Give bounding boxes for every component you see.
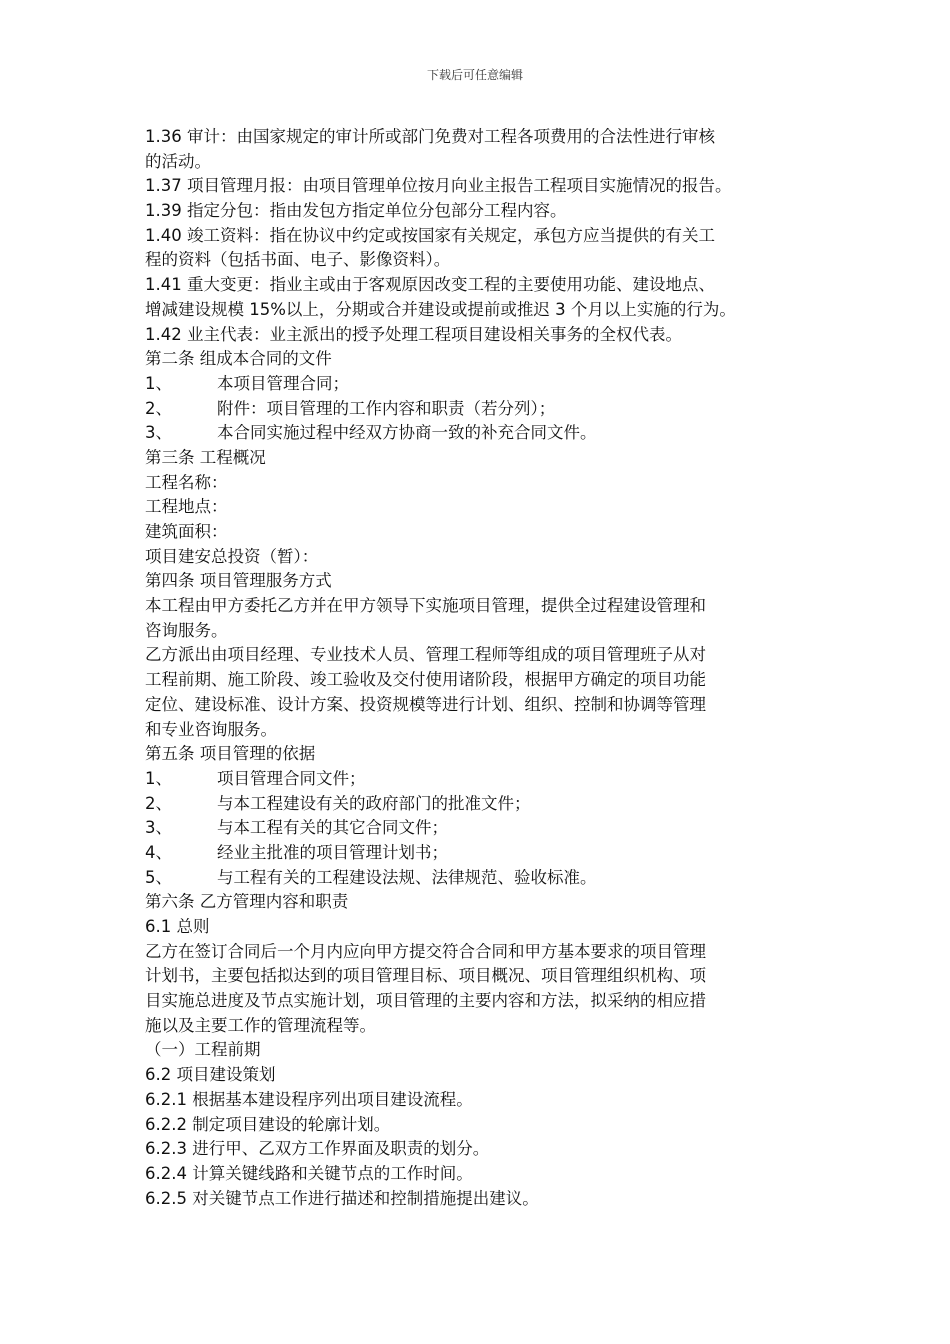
- text-line: 6.2 项目建设策划: [145, 1065, 276, 1085]
- text-line: 项目建安总投资（暂）：: [145, 546, 319, 566]
- text-line: 第三条 工程概况: [145, 447, 266, 467]
- list-item-text: 项目管理合同文件；: [217, 768, 366, 788]
- text-line: 工程地点：: [145, 497, 228, 517]
- list-item-text: 本合同实施过程中经双方协商一致的补充合同文件。: [217, 423, 597, 443]
- text-line: 计划书，主要包括拟达到的项目管理目标、项目概况、项目管理组织机构、项: [145, 966, 706, 986]
- list-item-number: 2、: [145, 793, 172, 813]
- text-line: 6.2.4 计算关键线路和关键节点的工作时间。: [145, 1163, 473, 1183]
- text-line: 第二条 组成本合同的文件: [145, 349, 332, 369]
- text-line: 程的资料（包括书面、电子、影像资料）。: [145, 250, 451, 270]
- list-item-text: 经业主批准的项目管理计划书；: [217, 842, 448, 862]
- text-line: 目实施总进度及节点实施计划，项目管理的主要内容和方法，拟采纳的相应措: [145, 991, 706, 1011]
- list-item-text: 附件：项目管理的工作内容和职责（若分列）；: [217, 398, 556, 418]
- list-item-number: 4、: [145, 842, 172, 862]
- text-line: 乙方派出由项目经理、专业技术人员、管理工程师等组成的项目管理班子从对: [145, 645, 706, 665]
- list-item-number: 5、: [145, 867, 172, 887]
- text-line: 1.36 审计：由国家规定的审计所或部门免费对工程各项费用的合法性进行审核: [145, 127, 715, 146]
- text-line: 第四条 项目管理服务方式: [145, 571, 332, 591]
- list-item-number: 2、: [145, 398, 172, 418]
- text-line: 和专业咨询服务。: [145, 719, 277, 739]
- list-item: [145, 816, 825, 841]
- list-item: [145, 866, 825, 891]
- text-line: 咨询服务。: [145, 620, 228, 640]
- text-line: 定位、建设标准、设计方案、投资规模等进行计划、组织、控制和协调等管理: [145, 694, 706, 714]
- list-item-number: 1、: [145, 373, 172, 393]
- list-item: [145, 421, 825, 446]
- list-item-text: 与本工程有关的其它合同文件；: [217, 818, 448, 838]
- list-item-number: 1、: [145, 768, 172, 788]
- text-line: 工程前期、施工阶段、竣工验收及交付使用诸阶段，根据甲方确定的项目功能: [145, 670, 706, 690]
- text-line: 工程名称：: [145, 472, 228, 492]
- list-item-number: 3、: [145, 818, 172, 838]
- text-line: 6.2.5 对关键节点工作进行描述和控制措施提出建议。: [145, 1188, 539, 1208]
- text-line: 1.39 指定分包：指由发包方指定单位分包部分工程内容。: [145, 201, 567, 221]
- text-line: 6.2.2 制定项目建设的轮廓计划。: [145, 1114, 391, 1134]
- list-item-text: 与本工程建设有关的政府部门的批准文件；: [217, 793, 531, 813]
- page-header: 下载后可任意编辑: [426, 68, 523, 82]
- text-line: 1.40 竣工资料：指在协议中约定或按国家有关规定，承包方应当提供的有关工: [145, 225, 715, 245]
- list-item: [145, 792, 825, 817]
- list-item-text: 本项目管理合同；: [217, 373, 349, 393]
- text-line: 1.37 项目管理月报：由项目管理单位按月向业主报告工程项目实施情况的报告。: [145, 176, 732, 196]
- text-line: 施以及主要工作的管理流程等。: [145, 1015, 376, 1035]
- text-line: 1.41 重大变更：指业主或由于客观原因改变工程的主要使用功能、建设地点、: [145, 275, 715, 295]
- text-line: 本工程由甲方委托乙方并在甲方领导下实施项目管理，提供全过程建设管理和: [145, 596, 706, 616]
- text-line: （一）工程前期: [145, 1040, 261, 1060]
- list-item: [145, 841, 825, 866]
- text-line: 建筑面积：: [145, 522, 228, 541]
- text-line: 增减建设规模 15%以上，分期或合并建设或提前或推迟 3 个月以上实施的行为。: [145, 299, 736, 319]
- list-item: [145, 767, 825, 792]
- text-line: 6.1 总则: [145, 917, 210, 936]
- text-line: 1.42 业主代表：业主派出的授予处理工程项目建设相关事务的全权代表。: [145, 324, 682, 344]
- text-line: 第五条 项目管理的依据: [145, 744, 316, 764]
- list-item: [145, 372, 825, 397]
- text-line: 乙方在签订合同后一个月内应向甲方提交符合合同和甲方基本要求的项目管理: [145, 941, 706, 961]
- list-item-text: 与工程有关的工程建设法规、法律规范、验收标准。: [217, 867, 597, 887]
- list-item-number: 3、: [145, 423, 172, 443]
- text-line: 第六条 乙方管理内容和职责: [145, 892, 349, 912]
- list-item: [145, 397, 825, 422]
- text-line: 6.2.1 根据基本建设程序列出项目建设流程。: [145, 1089, 473, 1109]
- text-line: 6.2.3 进行甲、乙双方工作界面及职责的划分。: [145, 1139, 490, 1159]
- text-line: 的活动。: [145, 151, 211, 171]
- document-body: [145, 125, 825, 1211]
